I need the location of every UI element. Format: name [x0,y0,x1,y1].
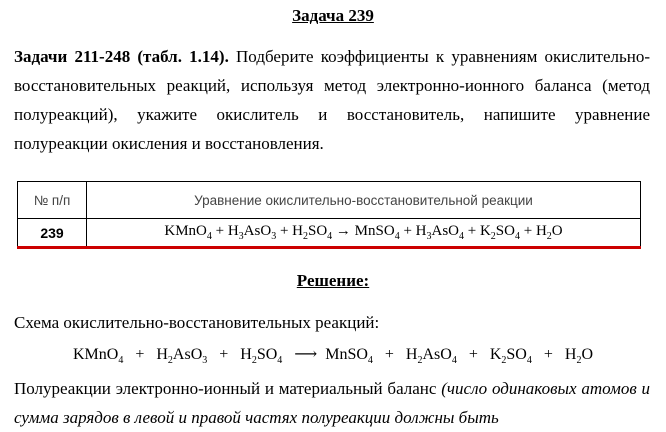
row-number: 239 [18,219,87,248]
row-equation: KMnO$_4$ + $H_3AsO_3 + H_2SO_4$ → MnSO$_4$ + $H_3AsO_4 + K_2SO_4 + H_2O$ [87,219,641,248]
table-row [18,219,641,248]
table-header-row [18,182,641,219]
reaction-table [17,181,641,249]
balance-note: (число одинаковых атомов и сумма зарядов в левой и правой частях полуреакции должны быть [14,379,650,427]
task-description [14,42,650,158]
task-range-label: Задачи 211-248 (табл. 1.14). [14,47,229,66]
scheme-label: Схема окислительно-восстановительных реакций: [14,313,380,332]
task-instructions: Подберите коэффициенты к уравнениям окислительно-восстановительных реакций, используя метод электронно-ионного баланса (метод полуреакций), укажите окислитель и восстановитель, напишите уравнение полуреакции окисления и восстановления. [14,47,651,153]
solution-heading: Решение: [296,271,370,290]
task-heading: Задача 239 [292,6,374,25]
column-header-number: № п/п [18,182,87,219]
scheme-equation: KMnO$_4$ + $H_2AsO_3 + H_2SO_4$ ⟶ MnSO$_4$ + $H_2AsO_4 + K_2SO_4 + H_2O$ [72,346,593,367]
balance-paragraph [14,374,650,432]
balance-text: Полуреакции электронно-ионный и материальный баланс [14,379,437,398]
column-header-equation: Уравнение окислительно-восстановительной реакции [87,182,641,219]
